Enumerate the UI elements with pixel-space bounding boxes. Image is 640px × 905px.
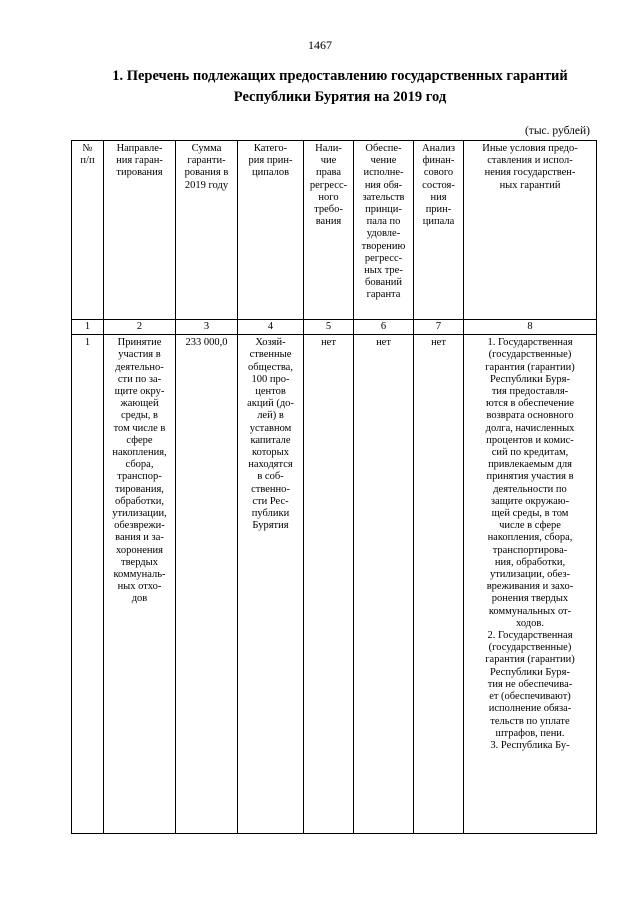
header-cell: Иные условия предо- ставления и испол- нения государствен- ных гарантий <box>464 141 597 320</box>
amount-cell: 233 000,0 <box>176 335 238 834</box>
category-cell: Хозяй- ственные общества, 100 про- центов акций (до- лей) в уставном капитале которых находятся в соб- ственно- сти Рес- публики Бурятия <box>238 335 304 834</box>
title-line-1: 1. Перечень подлежащих предоставлению государственных гарантий <box>112 68 568 84</box>
header-cell: Сумма гаранти- рования в 2019 году <box>176 141 238 320</box>
header-cell: № п/п <box>72 141 104 320</box>
header-cell: Нали- чие права регресс- ного требо- вания <box>304 141 354 320</box>
column-number: 4 <box>238 320 304 335</box>
column-number: 1 <box>72 320 104 335</box>
analysis-cell: нет <box>414 335 464 834</box>
column-number: 3 <box>176 320 238 335</box>
row-number-cell: 1 <box>72 335 104 834</box>
header-cell: Катего- рия прин- ципалов <box>238 141 304 320</box>
column-number-row <box>72 320 597 335</box>
column-number: 7 <box>414 320 464 335</box>
header-cell: Анализ финан- сового состоя- ния прин- ципала <box>414 141 464 320</box>
direction-cell: Принятие участия в деятельно- сти по за- щите окру- жающей среды, в том числе в сфере накопления, сбора, транспор- тирования, обработки, утилизации, обезврежи- вания и за- хоронения твердых коммуналь- ных отхо- дов <box>104 335 176 834</box>
security-cell: нет <box>354 335 414 834</box>
other-conditions-cell: 1. Государственная (государственные) гарантия (гарантии) Республики Буря- тия предоставля- ются в обеспечение возврата основного долга, начисленных процентов и комис- сий по кредитам, привлекаемым для принятия участия в деятельности по защите окружаю- щей среды, в том числе в сфере накопления, сбора, транспортирова- ния, обработки, утилизации, обез- вреживания и захо- ронения твердых коммунальных от- ходов. 2. Государственная (государственные) гарантия (гарантии) Республики Буря- тия не обеспечива- ет (обеспечивают) исполнение обяза- тельств по уплате штрафов, пени. 3. Республика Бу- <box>464 335 597 834</box>
guarantees-table <box>71 140 597 834</box>
column-number: 6 <box>354 320 414 335</box>
title-line-2: Республики Бурятия на 2019 год <box>233 89 447 105</box>
table-row <box>72 335 597 834</box>
column-number: 5 <box>304 320 354 335</box>
regress-right-cell: нет <box>304 335 354 834</box>
document-title <box>60 66 620 108</box>
page-number: 1467 <box>308 38 332 52</box>
table-header-row <box>72 141 597 320</box>
header-cell: Обеспе- чение исполне- ния обя- зательств принци- пала по удовле- творению регресс- ных тре- бований гаранта <box>354 141 414 320</box>
column-number: 8 <box>464 320 597 335</box>
header-cell: Направле- ния гаран- тирования <box>104 141 176 320</box>
units-label: (тыс. рублей) <box>524 125 590 137</box>
column-number: 2 <box>104 320 176 335</box>
